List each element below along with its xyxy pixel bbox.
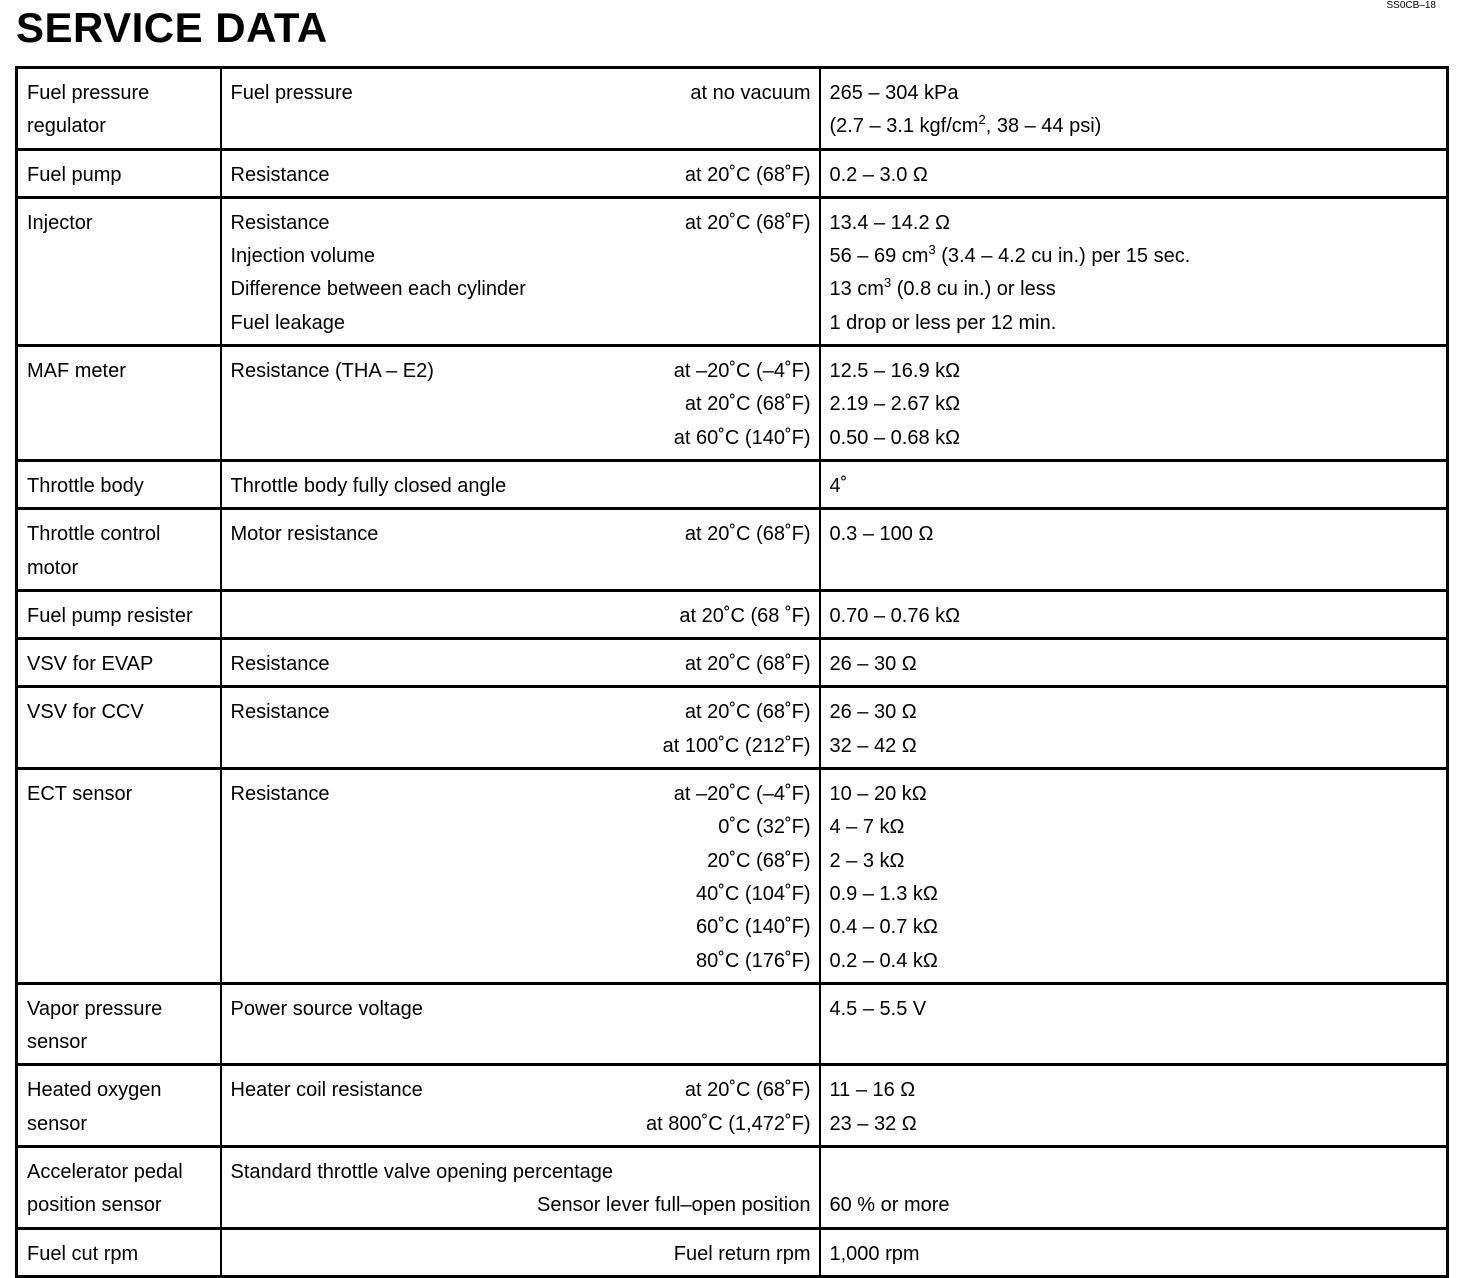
component-cell [17,639,221,687]
component-cell [17,346,221,461]
item-cell [221,149,820,197]
spec-value [830,240,1439,273]
item-label: Fuel pressure [230,82,353,104]
spec-value-superscript: 3 [883,274,892,290]
item-label: Resistance [230,653,330,676]
spec-value [830,110,1439,143]
item-line [231,470,811,503]
item-cell [221,983,820,1065]
item-line [231,648,811,681]
condition-label: at 20˚C (68 ˚F) [679,604,811,627]
item-label: Standard throttle valve opening percentage [230,1161,613,1184]
item-label: Motor resistance [230,523,379,546]
condition-label: at 20˚C (68˚F) [684,1079,811,1102]
component-label: Heated oxygen [27,1079,162,1102]
item-cell [221,1147,820,1229]
spec-value: 0.3 – 100 Ω [829,523,934,546]
value-cell [820,68,1448,150]
value-cell [820,769,1448,984]
page-title: SERVICE DATA [16,4,328,51]
item-cell [221,639,820,687]
value-cell [820,1065,1448,1147]
value-cell [820,149,1448,197]
spec-value: 11 – 16 Ω [829,1079,916,1102]
component-label: Fuel pressure [27,82,150,104]
item-label: Heater coil resistance [230,1079,423,1102]
item-line [231,778,811,811]
table-row [17,1147,1448,1229]
table-row [17,590,1448,638]
table-row [17,460,1448,508]
item-line [231,911,811,944]
value-cell [820,509,1448,591]
item-line [231,730,811,763]
spec-value: 12.5 – 16.9 kΩ [829,360,961,383]
value-cell [820,460,1448,508]
value-cell [820,197,1448,345]
component-cell [17,1147,221,1229]
item-line [231,811,811,844]
spec-value: 2 – 3 kΩ [829,849,905,872]
spec-value-text: 56 – 69 cm [829,245,929,268]
component-label: ECT sensor [27,783,133,806]
component-cell [17,769,221,984]
item-line [231,993,811,1026]
item-cell [221,590,820,638]
component-label: Fuel pump [27,163,122,186]
component-label: VSV for EVAP [27,653,154,676]
item-line [231,307,811,340]
item-cell [221,769,820,984]
condition-label: at –20˚C (–4˚F) [673,360,811,383]
condition-label: at 20˚C (68˚F) [684,393,811,416]
table-row [17,149,1448,197]
table-row [17,68,1448,150]
item-label: Injection volume [230,245,376,268]
component-cell [17,590,221,638]
condition-label: at 100˚C (212˚F) [662,734,811,757]
item-line [231,1074,811,1107]
item-cell [221,346,820,461]
component-label: regulator [27,115,106,138]
document-code: SS0CB–18 [1386,0,1436,11]
service-data-body [17,68,1448,1277]
component-label: motor [27,556,79,579]
item-line [231,1156,811,1189]
value-cell [820,983,1448,1065]
condition-label: at 20˚C (68˚F) [684,211,811,234]
component-label: Accelerator pedal [27,1161,183,1184]
spec-value: 1,000 rpm [829,1242,920,1265]
spec-value: 32 – 42 Ω [829,734,917,757]
component-cell [17,197,221,345]
item-label: Throttle body fully closed angle [230,474,507,497]
spec-value: 1 drop or less per 12 min. [829,311,1057,334]
condition-label: at 800˚C (1,472˚F) [645,1112,811,1135]
item-label: Difference between each cylinder [230,278,526,301]
spec-value: 4.5 – 5.5 V [829,997,927,1020]
condition-label: at 60˚C (140˚F) [673,426,811,449]
component-cell [17,1228,221,1276]
item-cell [221,460,820,508]
spec-value-text: (2.7 – 3.1 kgf/cm [829,115,979,138]
table-row [17,197,1448,345]
component-label: VSV for CCV [27,701,144,724]
spec-value-superscript: 2 [978,111,986,127]
component-cell [17,983,221,1065]
table-row [17,346,1448,461]
condition-label: Fuel return rpm [673,1242,811,1265]
item-line [231,422,811,455]
item-line [231,600,811,633]
condition-label: Sensor lever full–open position [536,1194,811,1217]
component-label: Fuel cut rpm [27,1242,139,1265]
condition-label: 40˚C (104˚F) [696,882,811,905]
item-label: Resistance [230,783,330,806]
item-label: Fuel leakage [230,311,346,334]
component-label: Vapor pressure [27,997,163,1020]
item-line [231,77,811,110]
item-line [231,518,811,551]
table-row [17,983,1448,1065]
item-label: Resistance [230,701,330,724]
item-line [231,1108,811,1141]
item-cell [221,197,820,345]
spec-value: 26 – 30 Ω [829,701,917,724]
component-label: Throttle body [27,474,144,497]
condition-label: 80˚C (176˚F) [696,949,811,972]
value-cell [820,590,1448,638]
item-line [231,355,811,388]
component-cell [17,149,221,197]
spec-value: 0.2 – 3.0 Ω [829,163,928,186]
item-line [231,207,811,240]
component-label: Injector [27,211,93,234]
spec-value: 60 % or more [829,1194,950,1217]
spec-value-text: (0.8 cu in.) or less [891,278,1056,301]
item-line [231,945,811,978]
table-row [17,1228,1448,1276]
condition-label: at 20˚C (68˚F) [684,523,811,546]
component-label: Fuel pump resister [27,604,193,627]
item-label: Resistance [230,163,330,186]
spec-value: 2.19 – 2.67 kΩ [829,393,961,416]
value-cell [820,687,1448,769]
component-label: Throttle control [27,523,161,546]
item-line [231,1189,811,1222]
spec-value: 23 – 32 Ω [829,1112,917,1135]
item-line [231,845,811,878]
spec-value [830,1156,1439,1189]
condition-label: at 20˚C (68˚F) [684,653,811,676]
item-cell [221,1065,820,1147]
item-cell [221,68,820,150]
condition-label: 0˚C (32˚F) [718,816,811,839]
spec-value: 0.4 – 0.7 kΩ [829,916,938,939]
item-line [231,159,811,192]
item-line [231,273,811,306]
item-label: Resistance (THA – E2) [230,360,434,383]
item-line [231,240,811,273]
component-label: sensor [27,1112,88,1135]
item-cell [221,687,820,769]
component-cell [17,509,221,591]
condition-label: at no vacuum [690,82,811,104]
item-line [231,696,811,729]
table-row [17,1065,1448,1147]
component-cell [17,68,221,150]
condition-label: at –20˚C (–4˚F) [673,783,811,806]
spec-value: 0.2 – 0.4 kΩ [829,949,938,972]
item-cell [221,1228,820,1276]
value-cell [820,346,1448,461]
spec-value-text: , 38 – 44 psi) [985,115,1102,138]
item-label: Resistance [230,211,330,234]
spec-value [830,273,1439,306]
component-label: MAF meter [27,360,126,383]
table-row [17,509,1448,591]
item-line [231,878,811,911]
spec-value: 0.50 – 0.68 kΩ [829,426,961,449]
spec-value-text: (3.4 – 4.2 cu in.) per 15 sec. [935,245,1191,268]
component-label: sensor [27,1031,88,1054]
service-data-table [15,66,1449,1278]
spec-value: 265 – 304 kPa [829,82,959,104]
item-cell [221,509,820,591]
component-cell [17,1065,221,1147]
spec-value: 4 – 7 kΩ [829,816,905,839]
spec-value: 13.4 – 14.2 Ω [829,211,951,234]
item-line [231,1238,811,1271]
component-cell [17,460,221,508]
spec-value: 0.70 – 0.76 kΩ [829,604,961,627]
value-cell [820,639,1448,687]
spec-value: 10 – 20 kΩ [829,783,927,806]
spec-value: 4˚ [829,474,848,497]
spec-value: 26 – 30 Ω [829,653,917,676]
spec-value: 0.9 – 1.3 kΩ [829,882,938,905]
value-cell [820,1147,1448,1229]
table-row [17,769,1448,984]
spec-value-text: 13 cm [829,278,884,301]
condition-label: at 20˚C (68˚F) [684,163,811,186]
item-line [231,388,811,421]
item-label: Power source voltage [230,997,423,1020]
component-cell [17,687,221,769]
condition-label: at 20˚C (68˚F) [684,701,811,724]
condition-label: 20˚C (68˚F) [707,849,811,872]
table-row [17,639,1448,687]
condition-label: 60˚C (140˚F) [696,916,811,939]
table-row [17,687,1448,769]
component-label: position sensor [27,1194,162,1217]
spec-value-superscript: 3 [928,241,936,257]
value-cell [820,1228,1448,1276]
